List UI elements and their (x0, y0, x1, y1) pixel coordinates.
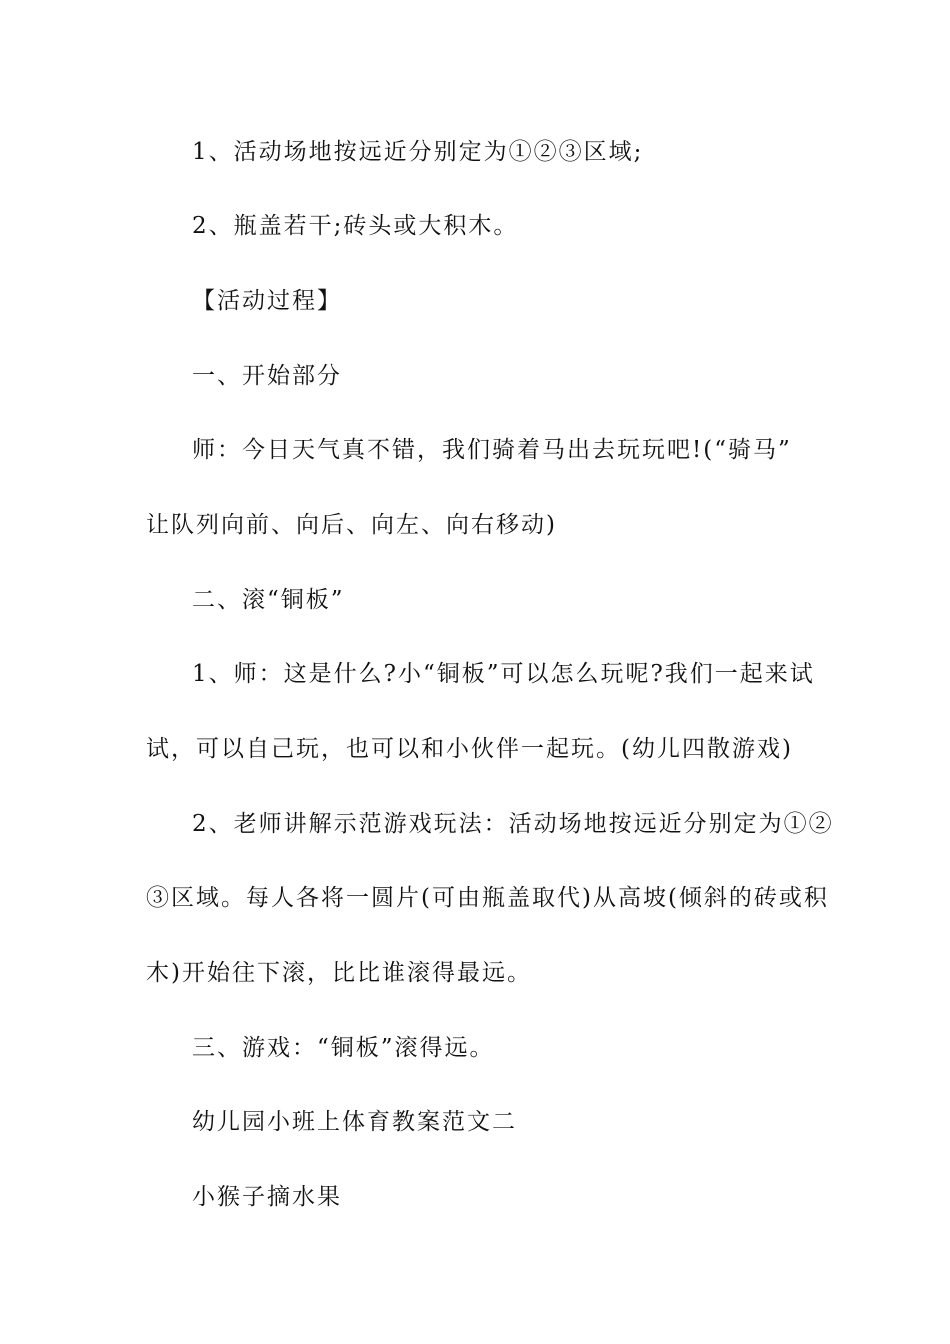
section-heading-activity-process: 【活动过程】 (192, 288, 342, 314)
paragraph-teacher-intro-continued: 让队列向前、向后、向左、向右移动) (146, 512, 557, 538)
part-three-heading: 三、游戏：“铜板”滚得远。 (192, 1035, 495, 1061)
paragraph-step-2: 2、老师讲解示范游戏玩法：活动场地按远近分别定为①② (192, 811, 834, 837)
paragraph-step-1-continued: 试，可以自己玩，也可以和小伙伴一起玩。(幼儿四散游戏) (146, 736, 793, 762)
part-one-heading: 一、开始部分 (192, 363, 342, 389)
part-two-heading: 二、滚“铜板” (192, 587, 345, 613)
paragraph-step-2-continued-1: ③区域。每人各将一圆片(可由瓶盖取代)从高坡(倾斜的砖或积 (146, 885, 829, 911)
paragraph-teacher-intro: 师：今日天气真不错，我们骑着马出去玩玩吧!(“骑马” (192, 437, 792, 463)
paragraph-step-2-continued-2: 木)开始往下滚，比比谁滚得最远。 (146, 960, 532, 986)
lesson-subtitle: 小猴子摘水果 (192, 1184, 342, 1210)
lesson-plan-title: 幼儿园小班上体育教案范文二 (192, 1109, 517, 1135)
paragraph-step-1: 1、师：这是什么?小“铜板”可以怎么玩呢?我们一起来试 (192, 661, 815, 687)
materials-item-2: 2、瓶盖若干;砖头或大积木。 (192, 213, 519, 239)
materials-item-1: 1、活动场地按远近分别定为①②③区域; (192, 139, 644, 165)
